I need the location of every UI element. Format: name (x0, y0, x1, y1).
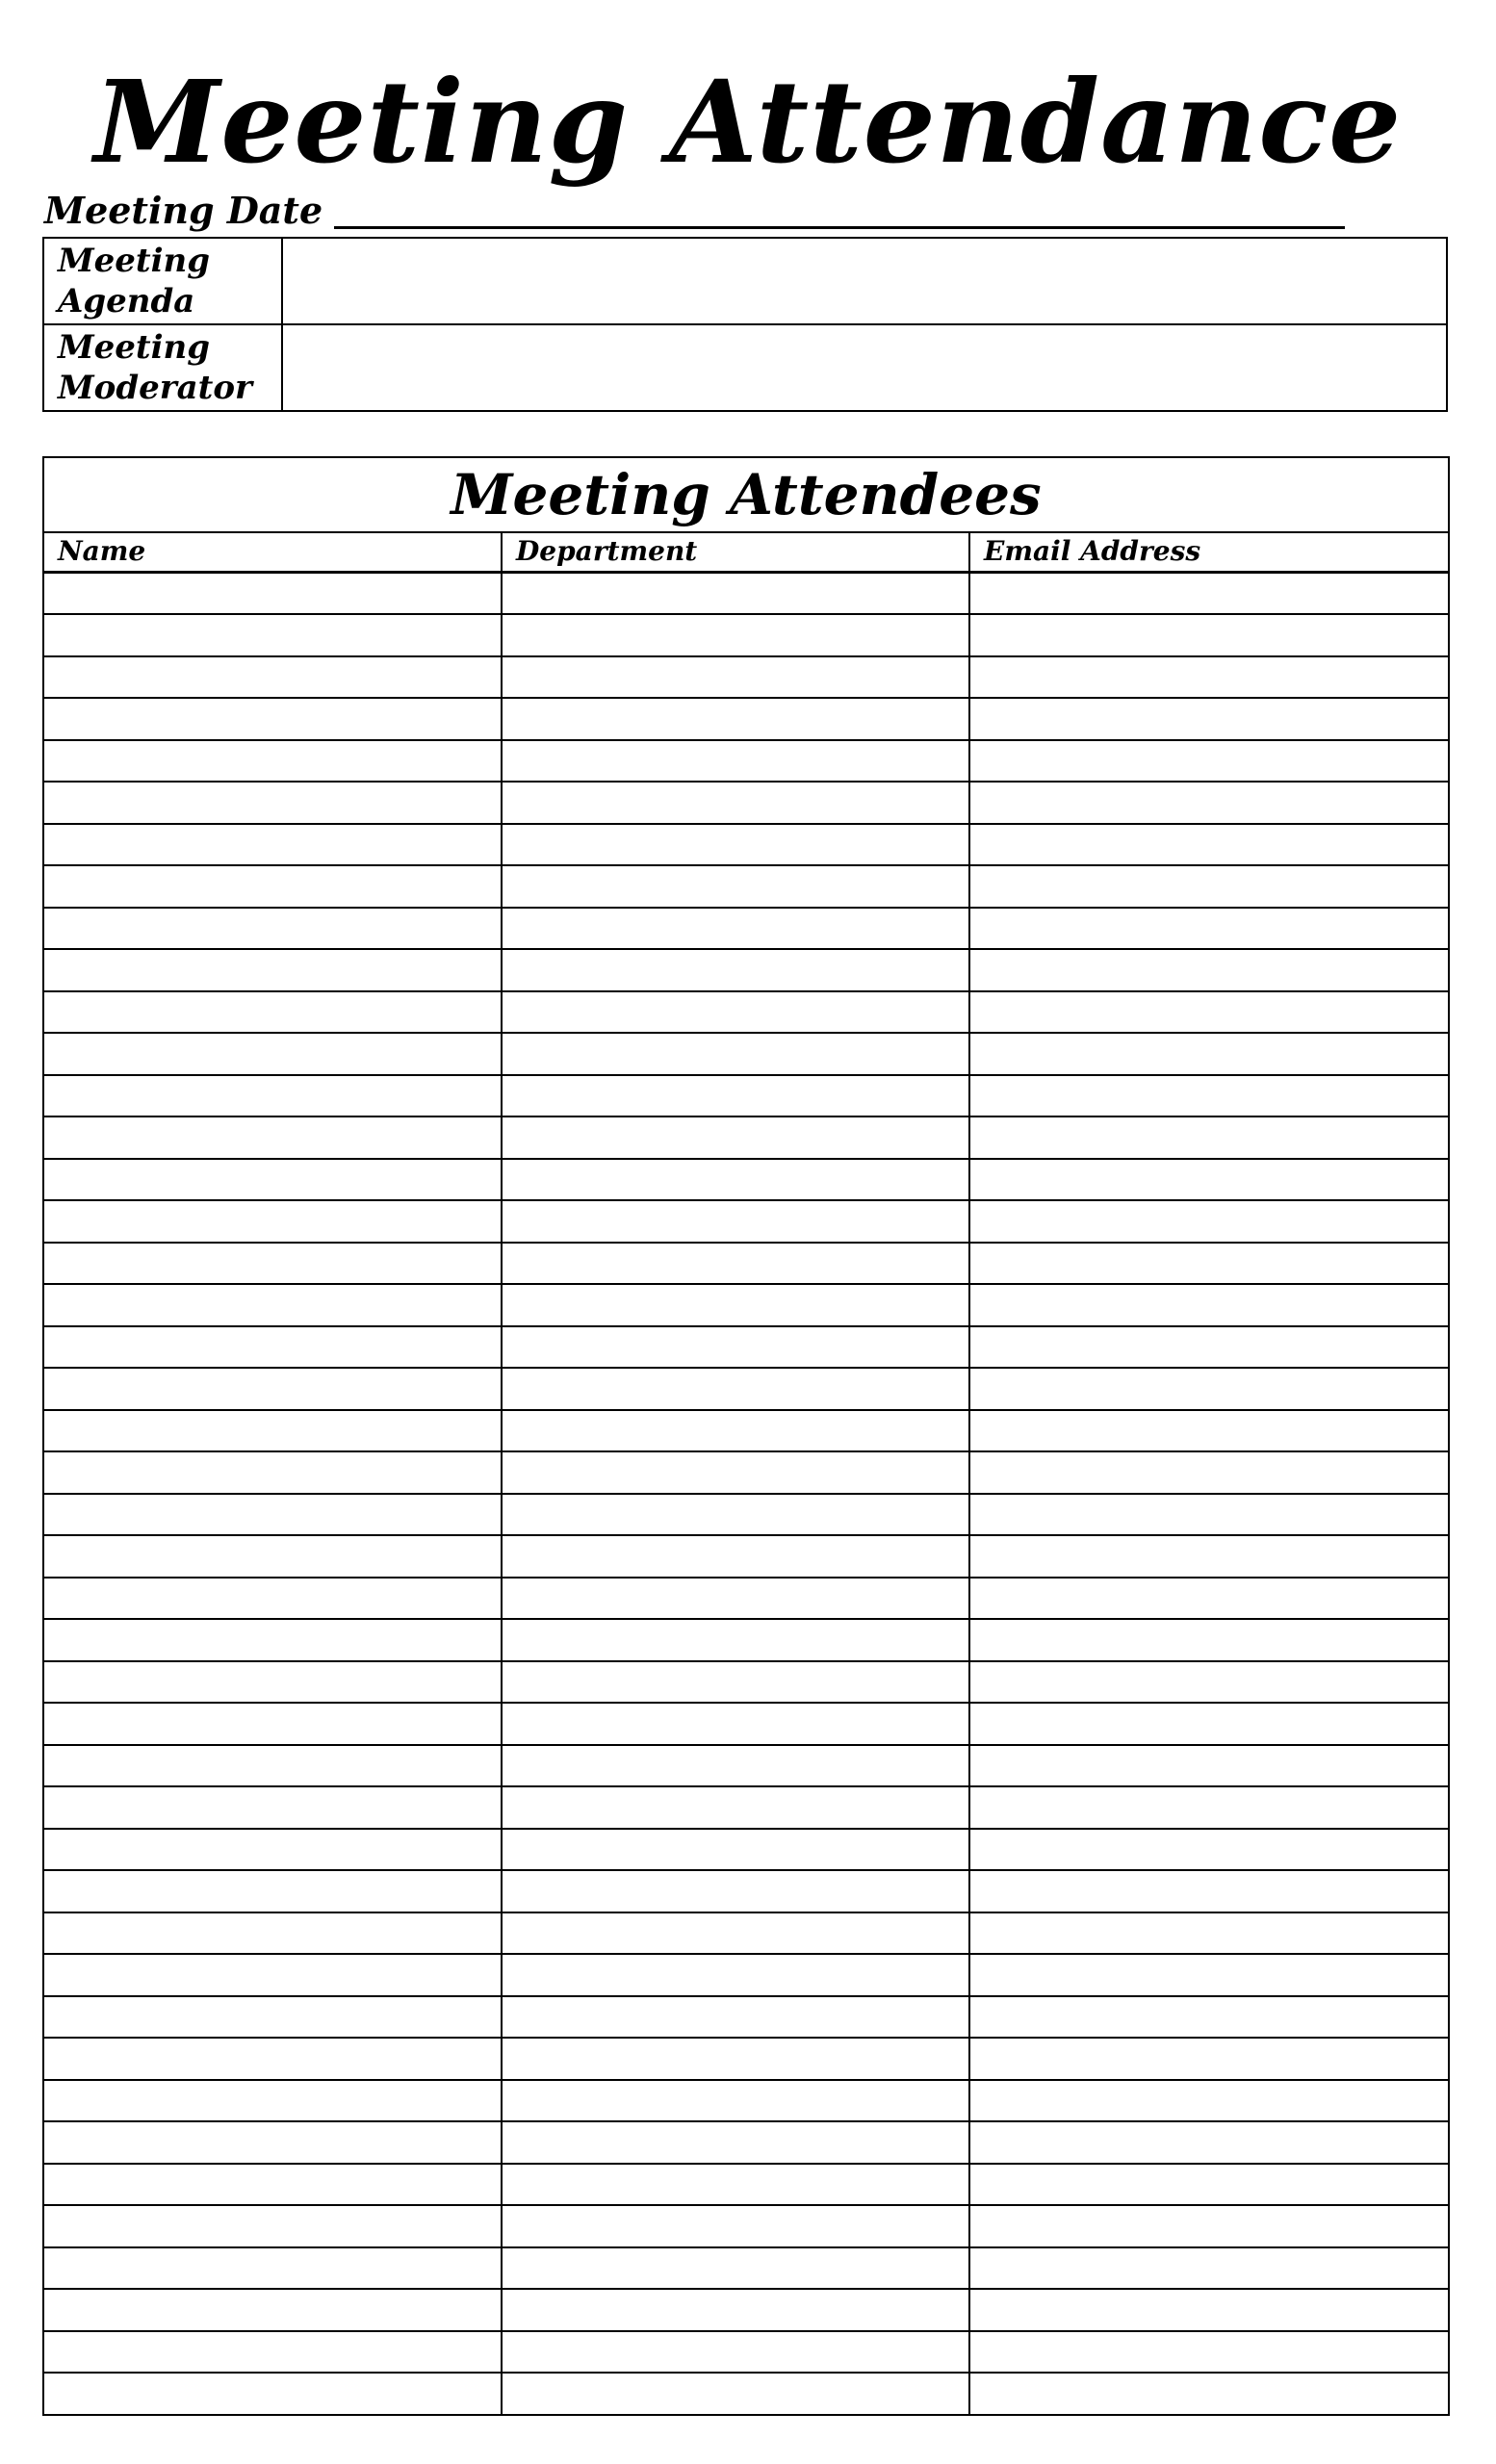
department-cell[interactable] (502, 1912, 969, 1955)
email-cell[interactable] (969, 1703, 1448, 1745)
column-header-department: Department (502, 533, 969, 572)
department-cell[interactable] (502, 2289, 969, 2331)
department-cell[interactable] (502, 1410, 969, 1452)
attendees-table (44, 533, 1448, 2414)
name-cell[interactable] (44, 2205, 502, 2247)
page-title: Meeting Attendance (93, 55, 1403, 189)
name-cell[interactable] (44, 1200, 502, 1243)
email-cell[interactable] (969, 1451, 1448, 1494)
email-cell[interactable] (969, 1075, 1448, 1117)
department-cell[interactable] (502, 2121, 969, 2164)
department-cell[interactable] (502, 2247, 969, 2290)
name-cell[interactable] (44, 1243, 502, 1285)
attendee-row (44, 1200, 1448, 1243)
email-cell[interactable] (969, 949, 1448, 991)
meeting-date-row (44, 185, 1354, 233)
attendee-row (44, 1410, 1448, 1452)
email-cell[interactable] (969, 1745, 1448, 1787)
column-header-email: Email Address (969, 533, 1448, 572)
name-cell[interactable] (44, 1410, 502, 1452)
attendee-row (44, 614, 1448, 656)
email-cell[interactable] (969, 1200, 1448, 1243)
email-cell[interactable] (969, 1494, 1448, 1536)
attendee-row (44, 1745, 1448, 1787)
name-cell[interactable] (44, 1954, 502, 1996)
email-cell[interactable] (969, 1996, 1448, 2039)
email-cell[interactable] (969, 1410, 1448, 1452)
department-cell[interactable] (502, 614, 969, 656)
department-cell[interactable] (502, 1284, 969, 1326)
name-cell[interactable] (44, 656, 502, 699)
attendee-row (44, 991, 1448, 1034)
meeting-info-table (42, 237, 1448, 412)
name-cell[interactable] (44, 2121, 502, 2164)
department-cell[interactable] (502, 2164, 969, 2206)
name-cell[interactable] (44, 1870, 502, 1912)
department-cell[interactable] (502, 908, 969, 950)
attendee-row (44, 1535, 1448, 1578)
attendee-row (44, 949, 1448, 991)
email-cell[interactable] (969, 1243, 1448, 1285)
department-cell[interactable] (502, 865, 969, 908)
department-cell[interactable] (502, 1200, 969, 1243)
email-cell[interactable] (969, 824, 1448, 866)
name-cell[interactable] (44, 2080, 502, 2122)
attendee-row (44, 1116, 1448, 1159)
email-cell[interactable] (969, 908, 1448, 950)
name-cell[interactable] (44, 698, 502, 740)
attendee-row (44, 1703, 1448, 1745)
attendee-row (44, 1954, 1448, 1996)
moderator-label-line1: Meeting (58, 328, 211, 367)
email-cell[interactable] (969, 614, 1448, 656)
email-cell[interactable] (969, 1954, 1448, 1996)
name-cell[interactable] (44, 2331, 502, 2374)
email-cell[interactable] (969, 1326, 1448, 1369)
department-cell[interactable] (502, 1578, 969, 1620)
attendee-row (44, 1619, 1448, 1661)
name-cell[interactable] (44, 1996, 502, 2039)
attendee-row (44, 1243, 1448, 1285)
name-cell[interactable] (44, 908, 502, 950)
name-cell[interactable] (44, 1159, 502, 1201)
email-cell[interactable] (969, 1786, 1448, 1829)
email-cell[interactable] (969, 2247, 1448, 2290)
moderator-label (43, 324, 282, 411)
name-cell[interactable] (44, 1284, 502, 1326)
department-cell[interactable] (502, 1494, 969, 1536)
email-cell[interactable] (969, 2289, 1448, 2331)
attendee-row (44, 865, 1448, 908)
attendees-header-row (44, 533, 1448, 572)
email-cell[interactable] (969, 1116, 1448, 1159)
department-cell[interactable] (502, 1954, 969, 1996)
email-cell[interactable] (969, 1829, 1448, 1871)
attendee-row (44, 1284, 1448, 1326)
department-cell[interactable] (502, 572, 969, 614)
attendee-row (44, 1661, 1448, 1704)
attendee-row (44, 2331, 1448, 2374)
moderator-row (43, 324, 1447, 411)
name-cell[interactable] (44, 2038, 502, 2080)
department-cell[interactable] (502, 1116, 969, 1159)
name-cell[interactable] (44, 1535, 502, 1578)
department-cell[interactable] (502, 1451, 969, 1494)
email-cell[interactable] (969, 1159, 1448, 1201)
department-cell[interactable] (502, 782, 969, 824)
attendee-row (44, 908, 1448, 950)
name-cell[interactable] (44, 865, 502, 908)
moderator-label-line2: Moderator (58, 369, 252, 407)
attendee-row (44, 1786, 1448, 1829)
attendee-row (44, 2164, 1448, 2206)
email-cell[interactable] (969, 2331, 1448, 2374)
email-cell[interactable] (969, 2038, 1448, 2080)
attendee-row (44, 2038, 1448, 2080)
agenda-label (43, 238, 282, 324)
department-cell[interactable] (502, 656, 969, 699)
department-cell[interactable] (502, 1829, 969, 1871)
attendee-row (44, 824, 1448, 866)
department-cell[interactable] (502, 1368, 969, 1410)
name-cell[interactable] (44, 991, 502, 1034)
name-cell[interactable] (44, 1745, 502, 1787)
department-cell[interactable] (502, 2373, 969, 2414)
attendee-row (44, 1870, 1448, 1912)
name-cell[interactable] (44, 1451, 502, 1494)
name-cell[interactable] (44, 1619, 502, 1661)
department-cell[interactable] (502, 824, 969, 866)
email-cell[interactable] (969, 1284, 1448, 1326)
name-cell[interactable] (44, 1786, 502, 1829)
moderator-field[interactable] (282, 324, 1447, 411)
email-cell[interactable] (969, 2080, 1448, 2122)
attendee-row (44, 1451, 1448, 1494)
attendee-row (44, 1578, 1448, 1620)
department-cell[interactable] (502, 740, 969, 783)
email-cell[interactable] (969, 572, 1448, 614)
name-cell[interactable] (44, 2289, 502, 2331)
email-cell[interactable] (969, 740, 1448, 783)
attendee-row (44, 1368, 1448, 1410)
name-cell[interactable] (44, 1326, 502, 1369)
email-cell[interactable] (969, 1368, 1448, 1410)
email-cell[interactable] (969, 865, 1448, 908)
department-cell[interactable] (502, 2205, 969, 2247)
department-cell[interactable] (502, 1745, 969, 1787)
name-cell[interactable] (44, 1494, 502, 1536)
email-cell[interactable] (969, 1578, 1448, 1620)
agenda-label-line2: Agenda (58, 282, 195, 321)
department-cell[interactable] (502, 1033, 969, 1075)
email-cell[interactable] (969, 1535, 1448, 1578)
name-cell[interactable] (44, 1703, 502, 1745)
agenda-field[interactable] (282, 238, 1447, 324)
meeting-date-label: Meeting Date (44, 189, 323, 232)
department-cell[interactable] (502, 991, 969, 1034)
name-cell[interactable] (44, 2164, 502, 2206)
name-cell[interactable] (44, 1033, 502, 1075)
name-cell[interactable] (44, 1368, 502, 1410)
name-cell[interactable] (44, 572, 502, 614)
department-cell[interactable] (502, 1703, 969, 1745)
name-cell[interactable] (44, 824, 502, 866)
attendee-row (44, 1494, 1448, 1536)
email-cell[interactable] (969, 656, 1448, 699)
department-cell[interactable] (502, 1243, 969, 1285)
attendee-row (44, 2205, 1448, 2247)
name-cell[interactable] (44, 2247, 502, 2290)
email-cell[interactable] (969, 782, 1448, 824)
name-cell[interactable] (44, 1578, 502, 1620)
name-cell[interactable] (44, 1075, 502, 1117)
department-cell[interactable] (502, 949, 969, 991)
meeting-date-field[interactable] (334, 226, 1345, 229)
attendees-title: Meeting Attendees (44, 458, 1448, 533)
attendee-row (44, 2080, 1448, 2122)
attendee-rows (44, 572, 1448, 2414)
department-cell[interactable] (502, 2038, 969, 2080)
agenda-row (43, 238, 1447, 324)
attendee-row (44, 740, 1448, 783)
department-cell[interactable] (502, 1159, 969, 1201)
email-cell[interactable] (969, 2205, 1448, 2247)
attendees-section (42, 456, 1450, 2416)
name-cell[interactable] (44, 740, 502, 783)
name-cell[interactable] (44, 1912, 502, 1955)
email-cell[interactable] (969, 2121, 1448, 2164)
email-cell[interactable] (969, 991, 1448, 1034)
department-cell[interactable] (502, 1661, 969, 1704)
name-cell[interactable] (44, 949, 502, 991)
department-cell[interactable] (502, 1619, 969, 1661)
attendee-row (44, 1829, 1448, 1871)
agenda-label-line1: Meeting (58, 242, 211, 280)
column-header-name: Name (44, 533, 502, 572)
attendee-row (44, 1996, 1448, 2039)
email-cell[interactable] (969, 2373, 1448, 2414)
department-cell[interactable] (502, 1786, 969, 1829)
name-cell[interactable] (44, 1829, 502, 1871)
department-cell[interactable] (502, 2331, 969, 2374)
attendee-row (44, 782, 1448, 824)
attendee-row (44, 2373, 1448, 2414)
department-cell[interactable] (502, 698, 969, 740)
email-cell[interactable] (969, 1870, 1448, 1912)
attendee-row (44, 1075, 1448, 1117)
attendee-row (44, 656, 1448, 699)
name-cell[interactable] (44, 1661, 502, 1704)
name-cell[interactable] (44, 1116, 502, 1159)
attendee-row (44, 1912, 1448, 1955)
email-cell[interactable] (969, 1619, 1448, 1661)
email-cell[interactable] (969, 1033, 1448, 1075)
attendee-row (44, 1033, 1448, 1075)
email-cell[interactable] (969, 2164, 1448, 2206)
email-cell[interactable] (969, 1661, 1448, 1704)
attendee-row (44, 1159, 1448, 1201)
department-cell[interactable] (502, 1996, 969, 2039)
name-cell[interactable] (44, 614, 502, 656)
email-cell[interactable] (969, 698, 1448, 740)
attendee-row (44, 2289, 1448, 2331)
department-cell[interactable] (502, 1326, 969, 1369)
email-cell[interactable] (969, 1912, 1448, 1955)
attendee-row (44, 2247, 1448, 2290)
attendee-row (44, 572, 1448, 614)
name-cell[interactable] (44, 782, 502, 824)
department-cell[interactable] (502, 1075, 969, 1117)
name-cell[interactable] (44, 2373, 502, 2414)
department-cell[interactable] (502, 1870, 969, 1912)
attendee-row (44, 698, 1448, 740)
attendee-row (44, 2121, 1448, 2164)
department-cell[interactable] (502, 2080, 969, 2122)
attendee-row (44, 1326, 1448, 1369)
department-cell[interactable] (502, 1535, 969, 1578)
